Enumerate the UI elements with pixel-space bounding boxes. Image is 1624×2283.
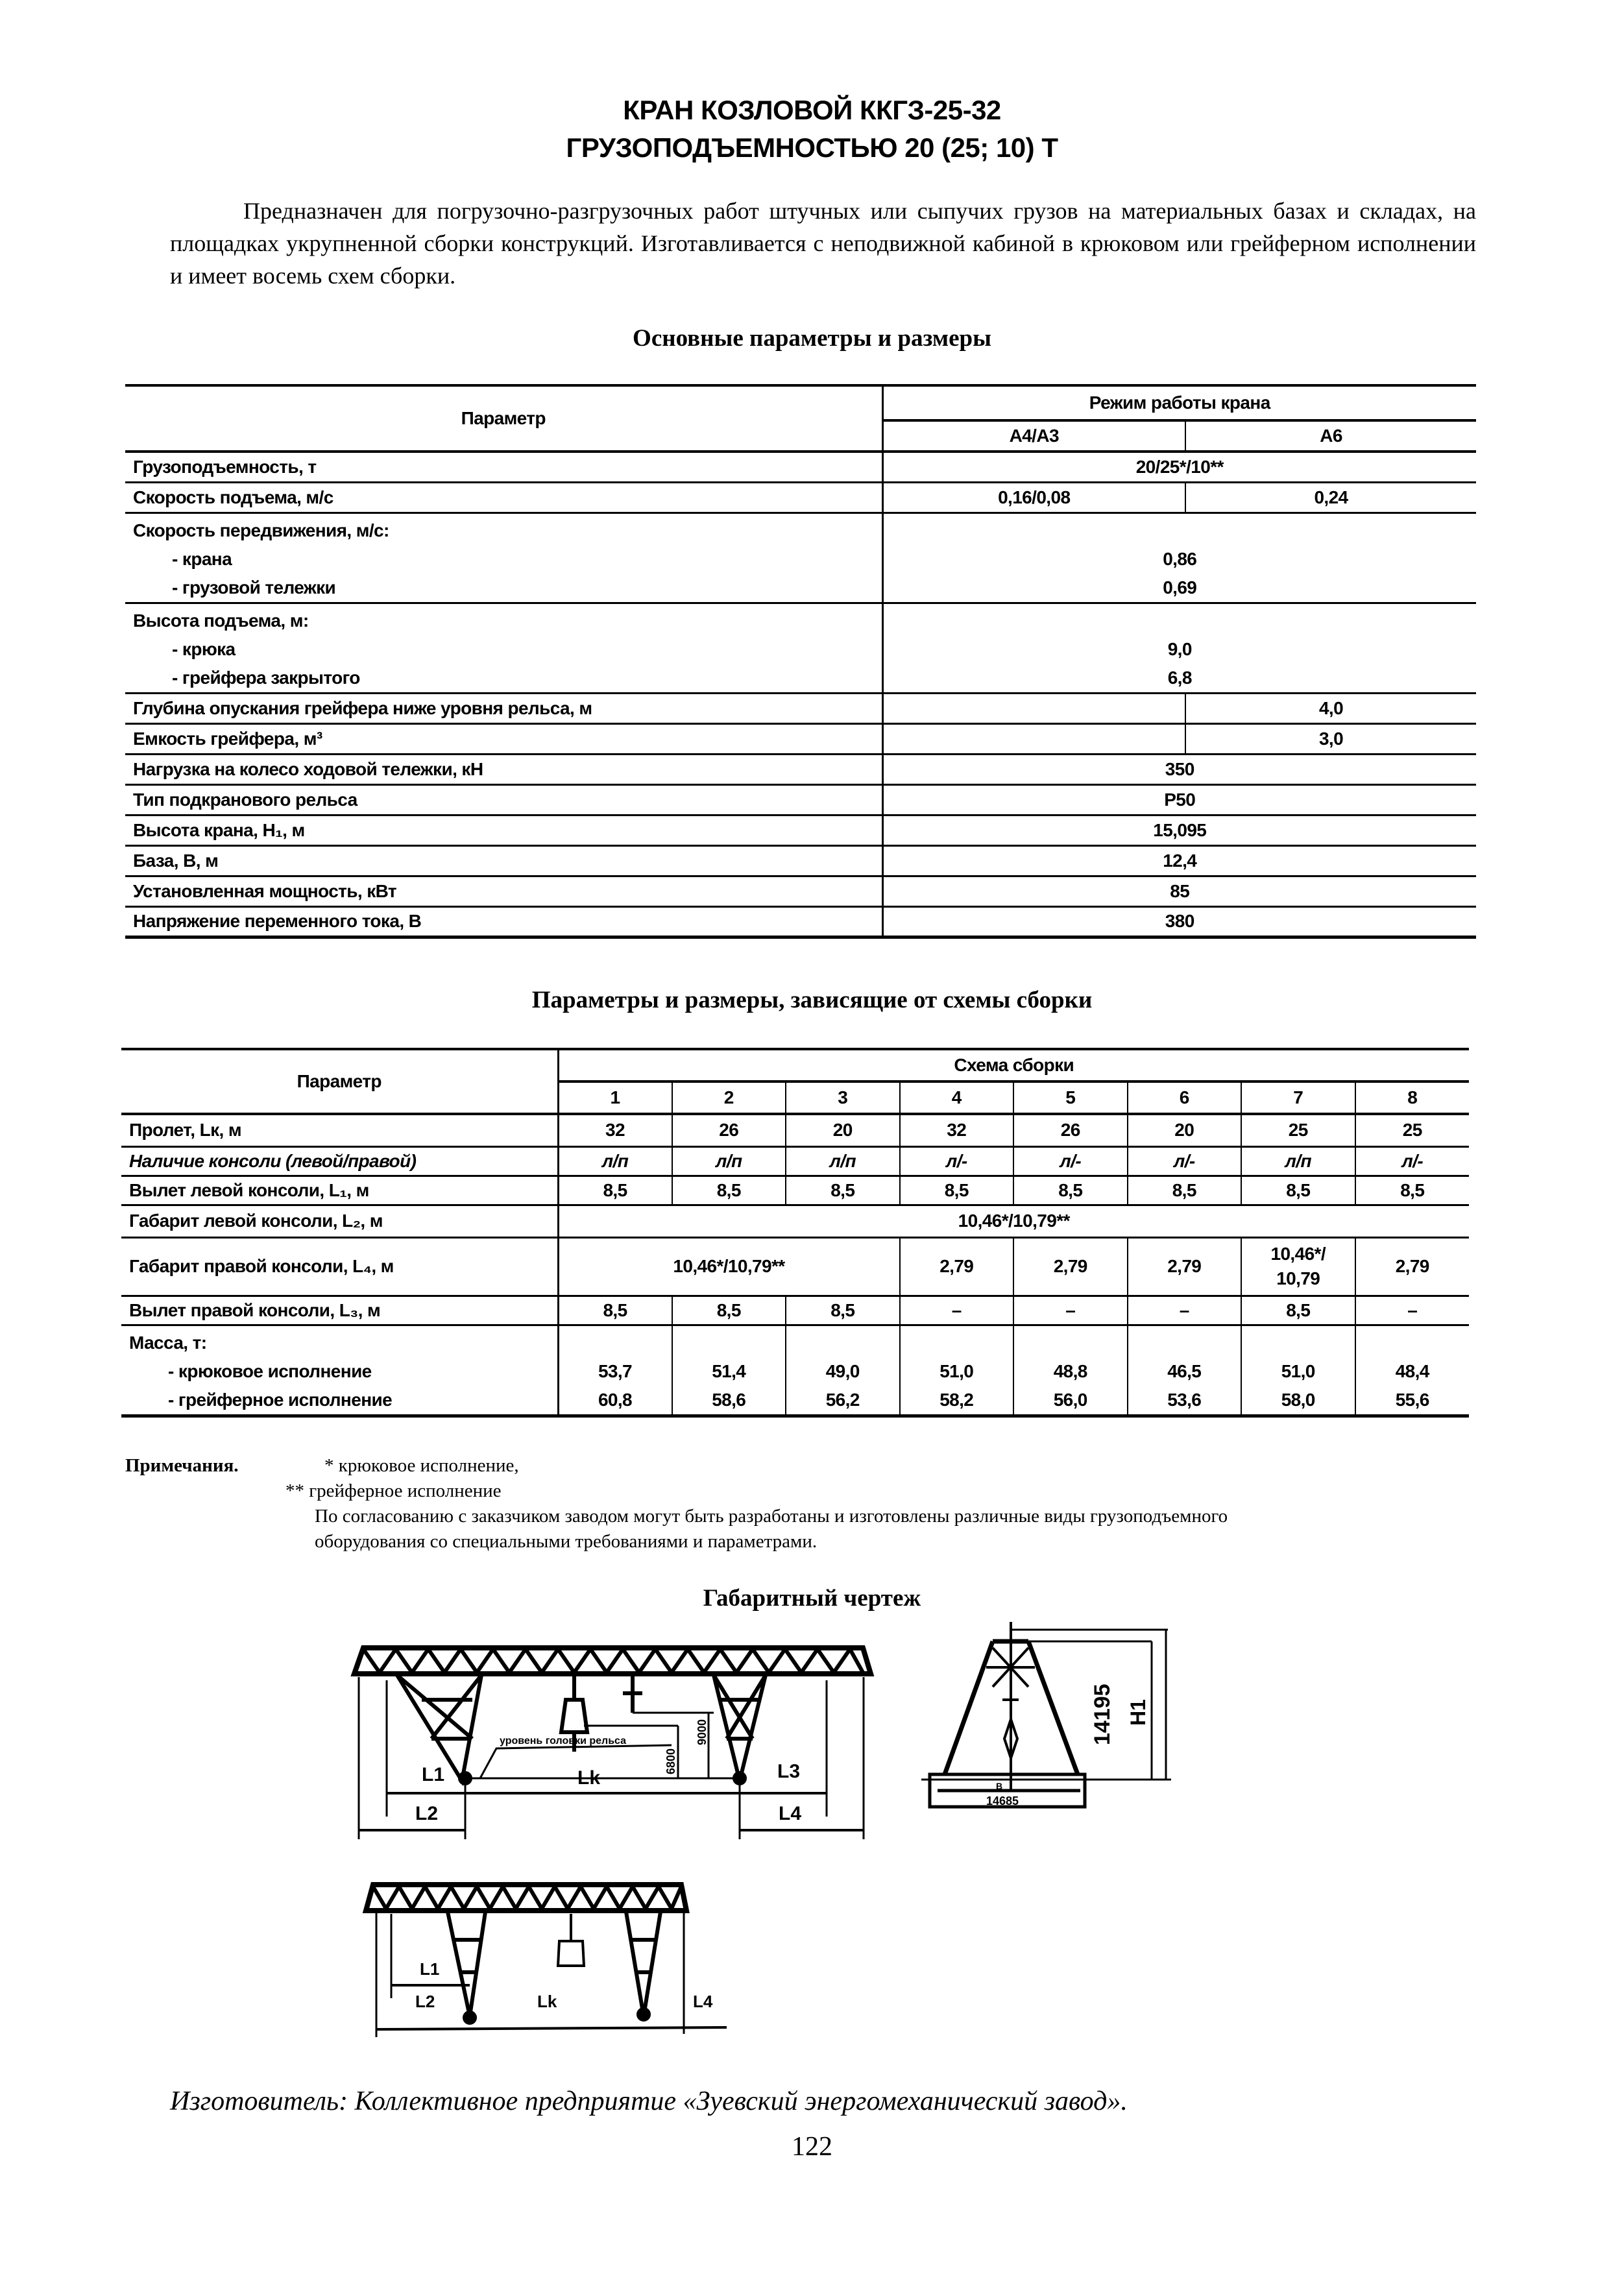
row-value: 25 xyxy=(1241,1114,1355,1146)
mass-hook-value: 48,8 xyxy=(1053,1360,1087,1381)
mass-hook-value: 51,0 xyxy=(1281,1360,1315,1381)
row-value: 20/25*/10** xyxy=(882,452,1476,482)
row-value: л/п xyxy=(558,1146,672,1176)
mass-grab-value: 58,0 xyxy=(1281,1389,1315,1410)
row-value: 15,095 xyxy=(882,815,1476,845)
note-2: ** грейферное исполнение xyxy=(285,1480,502,1501)
row-value: 8,5 xyxy=(1355,1176,1470,1205)
title-line-1: КРАН КОЗЛОВОЙ ККГЗ-25-32 xyxy=(623,95,1001,125)
row-value: 8,5 xyxy=(672,1296,786,1325)
row-label: Вылет левой консоли, L₁, м xyxy=(129,1179,369,1200)
row-value: 8,5 xyxy=(1241,1176,1355,1205)
note-4: оборудования со специальными требованиями и параметрами. xyxy=(315,1531,818,1552)
mass-grab-value: 56,2 xyxy=(825,1389,860,1410)
page-number: 122 xyxy=(792,2132,832,2162)
mass-hook-value: 49,0 xyxy=(825,1360,860,1381)
row-value: 2,79 xyxy=(1013,1237,1128,1296)
mass-grab-value: 53,6 xyxy=(1167,1389,1202,1410)
section2-title: Параметры и размеры, зависящие от схемы сборки xyxy=(531,987,1093,1013)
row-value: – xyxy=(900,1296,1014,1325)
mass-hook-value: 46,5 xyxy=(1167,1360,1202,1381)
label-l2-2: L2 xyxy=(415,1992,435,2011)
row-value: 8,5 xyxy=(900,1176,1014,1205)
row-label: Нагрузка на колесо ходовой тележки, кН xyxy=(133,758,483,779)
row-value: 32 xyxy=(900,1114,1014,1146)
row-value: л/- xyxy=(1128,1146,1242,1176)
mass-hook-value: 51,0 xyxy=(939,1360,974,1381)
label-l1-2: L1 xyxy=(420,1959,440,1979)
label-l3: L3 xyxy=(777,1761,801,1782)
row-value: 0,86 xyxy=(1163,548,1197,569)
row-label: Емкость грейфера, м³ xyxy=(133,728,322,749)
row-value: 6,8 xyxy=(1167,667,1192,688)
scheme-column-header: 8 xyxy=(1355,1081,1470,1114)
row-value: – xyxy=(1128,1296,1242,1325)
row-value: 25 xyxy=(1355,1114,1470,1146)
row-label: Масса, т: xyxy=(129,1332,207,1353)
row-value: 2,79 xyxy=(900,1237,1014,1296)
label-h1: H1 xyxy=(1126,1699,1150,1726)
mass-grab-value: 58,2 xyxy=(939,1389,974,1410)
header-mode: Режим работы крана xyxy=(882,385,1476,420)
header-scheme: Схема сборки xyxy=(558,1049,1469,1081)
row-label: Скорость подъема, м/с xyxy=(133,487,333,507)
label-rail-level: уровень головки рельса xyxy=(500,1735,627,1746)
row-value: л/- xyxy=(1355,1146,1470,1176)
row-label: Тип подкранового рельса xyxy=(133,789,358,810)
mass-hook-value: 53,7 xyxy=(598,1360,633,1381)
row-value: 8,5 xyxy=(1241,1296,1355,1325)
row-value: 26 xyxy=(1013,1114,1128,1146)
row-value: 8,5 xyxy=(1128,1176,1242,1205)
row-value: 8,5 xyxy=(558,1296,672,1325)
mass-grab-value: 55,6 xyxy=(1395,1389,1429,1410)
label-l2: L2 xyxy=(415,1803,439,1824)
label-l4-2: L4 xyxy=(693,1992,713,2011)
row-value: 12,4 xyxy=(882,845,1476,876)
row-value: – xyxy=(1013,1296,1128,1325)
row-value: 26 xyxy=(672,1114,786,1146)
row-sublabel: - крюковое исполнение xyxy=(168,1360,372,1381)
description: Предназначен для погрузочно-разгрузочных работ штучных или сыпучих грузов на материальных базах и складах, на площадках укрупненной сборки конструкций. Изготавливается с неподвижной кабиной в крюковом или грейферном исполнении и имеет восемь схем сборки. xyxy=(170,198,1476,289)
row-value: 2,79 xyxy=(1355,1237,1470,1296)
label-l1: L1 xyxy=(422,1764,445,1785)
scheme-column-header: 6 xyxy=(1128,1081,1242,1114)
row-label: Пролет, Lк, м xyxy=(129,1120,242,1141)
row-label: Габарит правой консоли, L₄, м xyxy=(129,1256,394,1276)
row-value: 8,5 xyxy=(558,1176,672,1205)
note-1: * крюковое исполнение, xyxy=(324,1455,519,1476)
row-value: 10,46*/10,79** xyxy=(558,1205,1469,1237)
mass-grab-value: 56,0 xyxy=(1053,1389,1087,1410)
row-value: 10,46*/10,79** xyxy=(558,1237,900,1296)
row-label: Высота подъема, м: xyxy=(133,610,309,631)
row-value: – xyxy=(1355,1296,1470,1325)
row-label: Высота крана, H₁, м xyxy=(133,819,305,840)
mass-hook-value: 48,4 xyxy=(1395,1360,1429,1381)
row-sublabel: - грейферное исполнение xyxy=(168,1389,393,1410)
row-value: 32 xyxy=(558,1114,672,1146)
label-14195: 14195 xyxy=(1090,1684,1115,1745)
row-value: л/п xyxy=(786,1146,900,1176)
row-value: 380 xyxy=(882,906,1476,937)
row-value: 20 xyxy=(1128,1114,1242,1146)
row-value: 10,79 xyxy=(1276,1268,1320,1288)
row-label: Установленная мощность, кВт xyxy=(133,880,397,901)
header-param: Параметр xyxy=(461,408,546,428)
row-label: База, В, м xyxy=(133,850,219,871)
row-value: 20 xyxy=(786,1114,900,1146)
row-label: Грузоподъемность, т xyxy=(133,456,317,477)
scheme-column-header: 4 xyxy=(900,1081,1014,1114)
label-l4: L4 xyxy=(779,1803,802,1824)
notes-title: Примечания. xyxy=(125,1455,239,1476)
row-sublabel: - крюка xyxy=(172,638,236,659)
row-value: 350 xyxy=(882,754,1476,784)
row-value: л/п xyxy=(1241,1146,1355,1176)
mass-grab-value: 58,6 xyxy=(712,1389,746,1410)
scheme-column-header: 2 xyxy=(672,1081,786,1114)
row-value: 8,5 xyxy=(672,1176,786,1205)
scheme-column-header: 7 xyxy=(1241,1081,1355,1114)
label-lk: Lk xyxy=(577,1767,601,1789)
scheme-column-header: 5 xyxy=(1013,1081,1128,1114)
row-value: 85 xyxy=(882,876,1476,906)
row-value: 8,5 xyxy=(786,1296,900,1325)
row-value: 8,5 xyxy=(786,1176,900,1205)
row-value: 9,0 xyxy=(1167,638,1192,659)
row-label: Глубина опускания грейфера ниже уровня рельса, м xyxy=(133,697,592,718)
label-9000: 9000 xyxy=(696,1719,709,1745)
row-sublabel: - грейфера закрытого xyxy=(172,667,360,688)
row-label: Вылет правой консоли, L₃, м xyxy=(129,1299,381,1320)
row-label: Напряжение переменного тока, В xyxy=(133,911,422,931)
label-6800: 6800 xyxy=(664,1748,677,1774)
section1-title: Основные параметры и размеры xyxy=(633,325,991,352)
row-value-a6: 3,0 xyxy=(1185,723,1476,754)
row-value: 10,46*/ xyxy=(1270,1244,1326,1264)
header-a4: А4/А3 xyxy=(882,420,1185,452)
row-value: л/п xyxy=(672,1146,786,1176)
label-lk-2: Lk xyxy=(537,1992,557,2011)
header-a6: А6 xyxy=(1185,420,1476,452)
row-value-a6: 0,24 xyxy=(1185,482,1476,513)
row-value: 8,5 xyxy=(1013,1176,1128,1205)
row-value: л/- xyxy=(900,1146,1014,1176)
drawing-title: Габаритный чертеж xyxy=(703,1585,921,1612)
scheme-column-header: 1 xyxy=(558,1081,672,1114)
label-14685: 14685 xyxy=(986,1794,1019,1807)
row-label: Скорость передвижения, м/с: xyxy=(133,520,389,540)
row-sublabel: - грузовой тележки xyxy=(172,577,336,598)
label-b: B xyxy=(996,1781,1003,1791)
title-line-2: ГРУЗОПОДЪЕМНОСТЬЮ 20 (25; 10) Т xyxy=(566,132,1058,163)
mass-grab-value: 60,8 xyxy=(598,1389,633,1410)
note-3: По согласованию с заказчиком заводом могут быть разработаны и изготовлены различные виды грузоподъемного xyxy=(315,1506,1228,1527)
header-param: Параметр xyxy=(297,1071,382,1091)
row-sublabel: - крана xyxy=(172,548,232,569)
row-label: Габарит левой консоли, L₂, м xyxy=(129,1211,383,1231)
row-value-a6: 4,0 xyxy=(1185,693,1476,723)
mass-hook-value: 51,4 xyxy=(712,1360,746,1381)
row-value: 2,79 xyxy=(1128,1237,1242,1296)
row-label: Наличие консоли (левой/правой) xyxy=(129,1150,417,1171)
scheme-column-header: 3 xyxy=(786,1081,900,1114)
row-value: 0,69 xyxy=(1163,577,1197,598)
row-value: Р50 xyxy=(882,784,1476,815)
row-value: л/- xyxy=(1013,1146,1128,1176)
manufacturer: Изготовитель: Коллективное предприятие «Зуевский энергомеханический завод». xyxy=(170,2086,1128,2116)
row-value-a4: 0,16/0,08 xyxy=(882,482,1185,513)
